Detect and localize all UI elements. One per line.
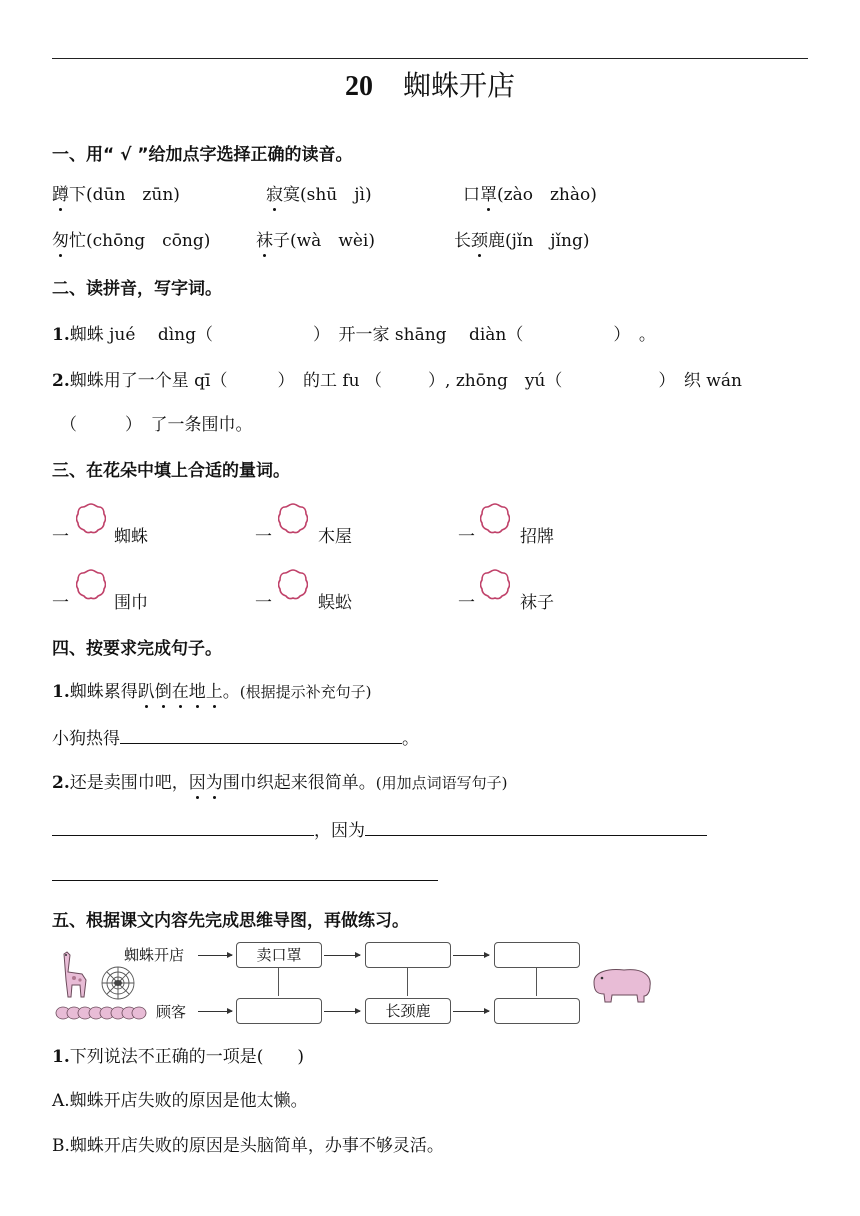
pinyin-item: 袜子(wà wèi): [256, 226, 375, 251]
hint: (根据提示补充句子): [239, 683, 372, 701]
hint: (用加点词语写句子): [375, 774, 508, 792]
section-1-heading: 一、用“ √ ”给加点字选择正确的读音。: [52, 145, 353, 165]
question-2-2: 2.蜘蛛用了一个星 qī（ ） 的工 fu （ ）, zhōng yú（ ） 织 wán: [52, 371, 742, 391]
mindmap-box[interactable]: [236, 998, 322, 1024]
connector: [278, 968, 279, 996]
section-5-heading: 五、根据课文内容先完成思维导图，再做练习。: [52, 911, 409, 931]
question-4-1: 1.蜘蛛累得趴倒在地上。(根据提示补充句子): [52, 677, 371, 702]
hippo-icon: [588, 964, 656, 1004]
option-a[interactable]: A.蜘蛛开店失败的原因是他太懒。: [52, 1091, 308, 1111]
section-4-heading: 四、按要求完成句子。: [52, 639, 222, 659]
connector: [407, 968, 408, 996]
answer-line-4-2b[interactable]: [52, 880, 438, 881]
question-5-1: 1.下列说法不正确的一项是( ): [52, 1047, 305, 1067]
spider-web-icon: [98, 964, 138, 1002]
measure-prefix: 一: [458, 593, 475, 613]
pinyin-item: 寂寞(shū jì): [266, 180, 372, 205]
measure-prefix: 一: [458, 527, 475, 547]
answer-line-4-1[interactable]: 小狗热得 。: [52, 729, 419, 749]
mindmap-box[interactable]: [365, 942, 451, 968]
flower-icon[interactable]: [480, 502, 510, 534]
arrow: [324, 1011, 360, 1012]
measure-word: 袜子: [520, 593, 554, 613]
lesson-title: 蜘蛛开店: [402, 69, 515, 102]
flower-icon[interactable]: [480, 568, 510, 600]
pinyin-item: 长颈鹿(jǐn jǐng): [454, 226, 589, 251]
flower-icon[interactable]: [76, 502, 106, 534]
pinyin-item: 蹲下(dūn zūn): [52, 180, 180, 205]
flower-icon[interactable]: [278, 502, 308, 534]
mindmap-box[interactable]: 卖口罩: [236, 942, 322, 968]
option-b[interactable]: B.蜘蛛开店失败的原因是头脑简单，办事不够灵活。: [52, 1136, 444, 1156]
arrow: [198, 1011, 232, 1012]
measure-word: 围巾: [114, 593, 148, 613]
question-2-1: 1.蜘蛛 jué dìng（ ） 开一家 shāng diàn（ ） 。: [52, 325, 656, 345]
arrow: [453, 1011, 489, 1012]
section-2-heading: 二、读拼音，写字词。: [52, 279, 222, 299]
mindmap-box[interactable]: 长颈鹿: [365, 998, 451, 1024]
pinyin-item: 匆忙(chōng cōng): [52, 226, 210, 251]
mindmap-row2-label: 顾客: [156, 1003, 187, 1021]
measure-prefix: 一: [255, 593, 272, 613]
lesson-number: 20: [344, 71, 373, 102]
page-title: [0, 64, 860, 104]
mindmap-box[interactable]: [494, 998, 580, 1024]
connector: [536, 968, 537, 996]
question-4-2: 2.还是卖围巾吧，因为围巾织起来很简单。(用加点词语写句子): [52, 768, 507, 793]
mindmap-box[interactable]: [494, 942, 580, 968]
measure-word: 蜘蛛: [114, 527, 148, 547]
measure-prefix: 一: [255, 527, 272, 547]
arrow: [198, 955, 232, 956]
arrow: [324, 955, 360, 956]
flower-icon[interactable]: [76, 568, 106, 600]
answer-line-4-2[interactable]: ，因为: [52, 816, 707, 841]
flower-icon[interactable]: [278, 568, 308, 600]
mindmap-row1-label: 蜘蛛开店: [124, 946, 185, 964]
measure-word: 蜈蚣: [318, 593, 352, 613]
arrow: [453, 955, 489, 956]
measure-prefix: 一: [52, 527, 69, 547]
measure-prefix: 一: [52, 593, 69, 613]
giraffe-icon: [56, 950, 94, 1000]
top-rule: [52, 58, 808, 59]
measure-word: 木屋: [318, 527, 352, 547]
measure-word: 招牌: [520, 527, 554, 547]
centipede-icon: [55, 1004, 147, 1022]
pinyin-item: 口罩(zào zhào): [463, 180, 597, 205]
section-3-heading: 三、在花朵中填上合适的量词。: [52, 461, 290, 481]
question-2-2-cont: （ ） 了一条围巾。: [60, 415, 253, 435]
